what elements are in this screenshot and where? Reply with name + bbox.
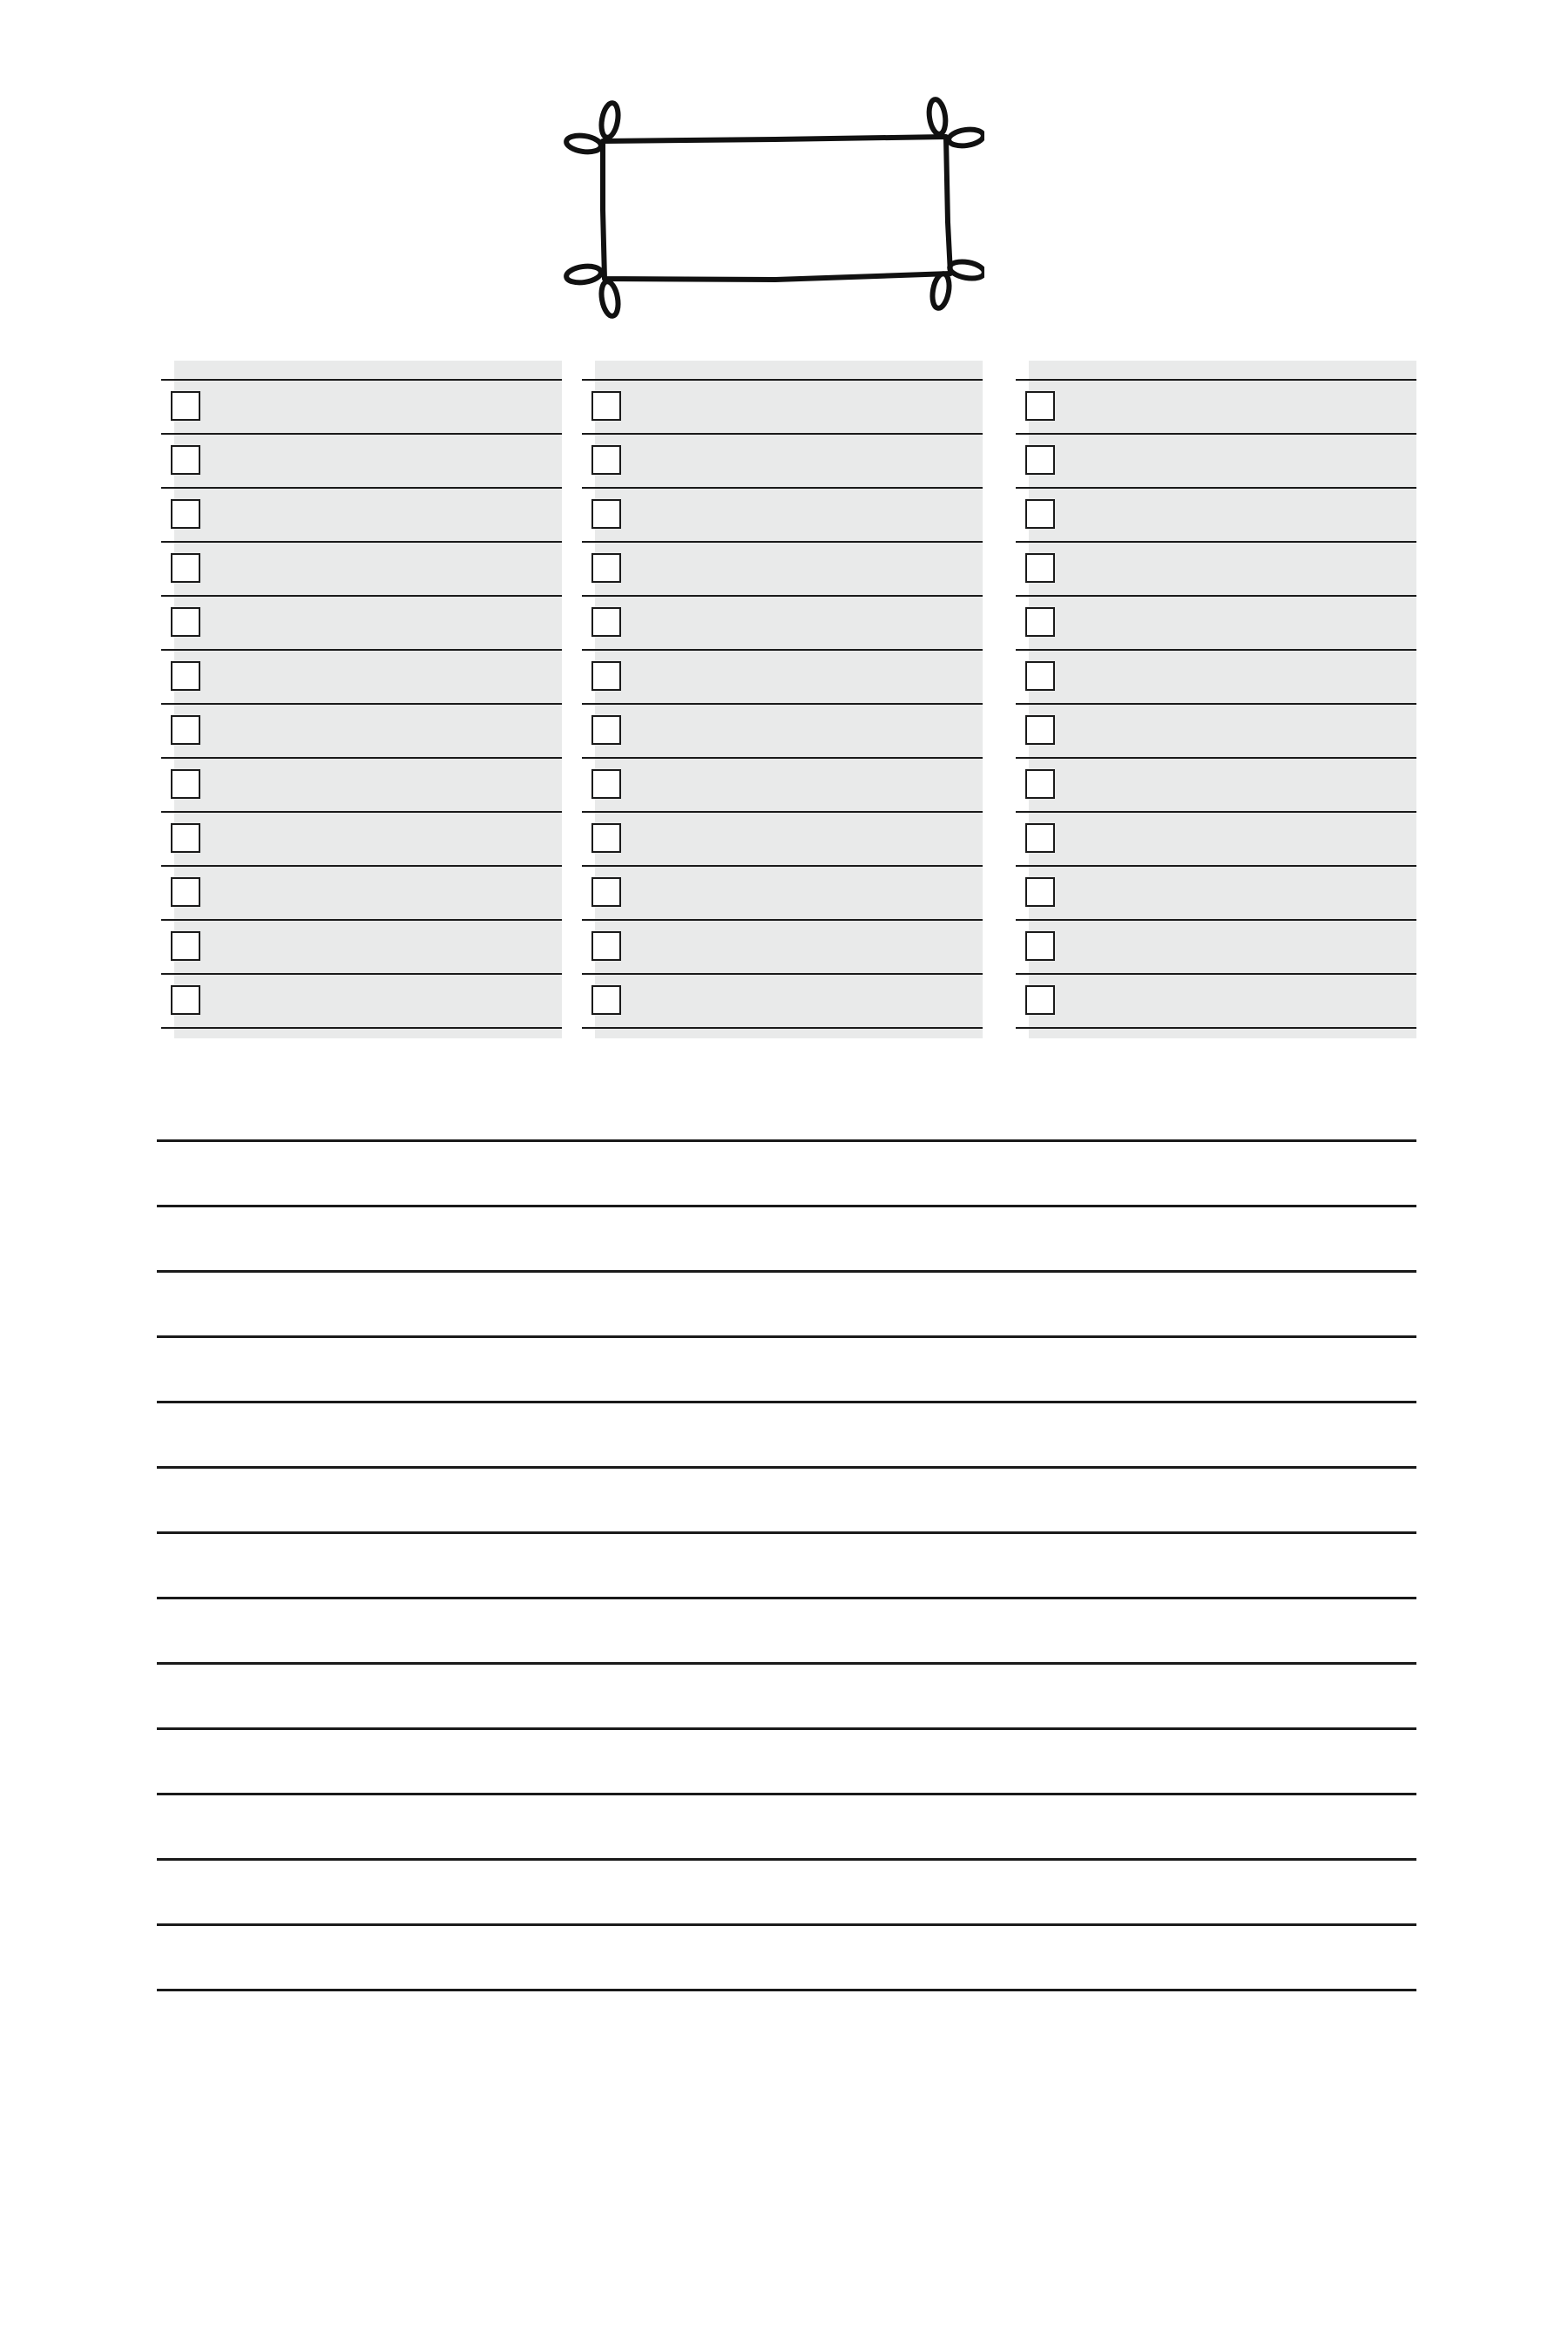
note-line[interactable] bbox=[157, 1793, 1416, 1795]
checkbox-2-10[interactable] bbox=[591, 877, 621, 907]
checkbox-2-2[interactable] bbox=[591, 445, 621, 475]
checkbox-2-5[interactable] bbox=[591, 607, 621, 637]
row-rule bbox=[1016, 595, 1416, 597]
checklist-column-2 bbox=[582, 361, 983, 1038]
row-rule bbox=[161, 865, 562, 867]
checkbox-2-9[interactable] bbox=[591, 823, 621, 853]
row-rule bbox=[1016, 919, 1416, 921]
row-rule bbox=[161, 433, 562, 435]
checklist-column-3 bbox=[1016, 361, 1416, 1038]
row-rule bbox=[582, 379, 983, 381]
checkbox-2-8[interactable] bbox=[591, 769, 621, 799]
note-line[interactable] bbox=[157, 1923, 1416, 1926]
checkbox-1-5[interactable] bbox=[171, 607, 200, 637]
row-rule bbox=[582, 649, 983, 651]
row-rule bbox=[161, 1027, 562, 1029]
checkbox-1-2[interactable] bbox=[171, 445, 200, 475]
checkbox-1-10[interactable] bbox=[171, 877, 200, 907]
checkbox-1-3[interactable] bbox=[171, 499, 200, 529]
note-line[interactable] bbox=[157, 1139, 1416, 1142]
row-rule bbox=[161, 379, 562, 381]
note-line[interactable] bbox=[157, 1662, 1416, 1665]
checkbox-3-8[interactable] bbox=[1025, 769, 1055, 799]
note-line[interactable] bbox=[157, 1466, 1416, 1469]
checkbox-1-1[interactable] bbox=[171, 391, 200, 421]
row-rule bbox=[582, 811, 983, 813]
checkbox-1-11[interactable] bbox=[171, 931, 200, 961]
checkbox-1-7[interactable] bbox=[171, 715, 200, 745]
column-shade bbox=[174, 361, 562, 1038]
row-rule bbox=[1016, 973, 1416, 975]
checkbox-2-3[interactable] bbox=[591, 499, 621, 529]
row-rule bbox=[582, 973, 983, 975]
note-line[interactable] bbox=[157, 1401, 1416, 1403]
row-rule bbox=[582, 541, 983, 543]
checkbox-3-5[interactable] bbox=[1025, 607, 1055, 637]
note-line[interactable] bbox=[157, 1531, 1416, 1534]
row-rule bbox=[161, 595, 562, 597]
row-rule bbox=[582, 1027, 983, 1029]
row-rule bbox=[1016, 811, 1416, 813]
row-rule bbox=[1016, 379, 1416, 381]
checkbox-3-6[interactable] bbox=[1025, 661, 1055, 691]
checkbox-3-10[interactable] bbox=[1025, 877, 1055, 907]
note-line[interactable] bbox=[157, 1597, 1416, 1599]
row-rule bbox=[1016, 865, 1416, 867]
checkbox-1-4[interactable] bbox=[171, 553, 200, 583]
checkbox-2-12[interactable] bbox=[591, 985, 621, 1015]
checkbox-2-11[interactable] bbox=[591, 931, 621, 961]
column-shade bbox=[1029, 361, 1416, 1038]
checkbox-3-4[interactable] bbox=[1025, 553, 1055, 583]
row-rule bbox=[1016, 541, 1416, 543]
row-rule bbox=[1016, 433, 1416, 435]
note-line[interactable] bbox=[157, 1727, 1416, 1730]
checkbox-2-7[interactable] bbox=[591, 715, 621, 745]
row-rule bbox=[1016, 757, 1416, 759]
row-rule bbox=[1016, 1027, 1416, 1029]
row-rule bbox=[161, 973, 562, 975]
checkbox-3-12[interactable] bbox=[1025, 985, 1055, 1015]
row-rule bbox=[582, 865, 983, 867]
checkbox-1-6[interactable] bbox=[171, 661, 200, 691]
note-line[interactable] bbox=[157, 1989, 1416, 1991]
checkbox-3-3[interactable] bbox=[1025, 499, 1055, 529]
row-rule bbox=[582, 487, 983, 489]
checkbox-3-11[interactable] bbox=[1025, 931, 1055, 961]
row-rule bbox=[582, 595, 983, 597]
checkbox-3-2[interactable] bbox=[1025, 445, 1055, 475]
checkbox-1-12[interactable] bbox=[171, 985, 200, 1015]
checkbox-3-1[interactable] bbox=[1025, 391, 1055, 421]
title-frame-doodle bbox=[558, 91, 984, 327]
row-rule bbox=[161, 649, 562, 651]
checkbox-1-9[interactable] bbox=[171, 823, 200, 853]
row-rule bbox=[582, 919, 983, 921]
column-shade bbox=[595, 361, 983, 1038]
row-rule bbox=[582, 757, 983, 759]
checklist-column-1 bbox=[161, 361, 562, 1038]
checkbox-2-6[interactable] bbox=[591, 661, 621, 691]
row-rule bbox=[161, 919, 562, 921]
row-rule bbox=[1016, 487, 1416, 489]
note-line[interactable] bbox=[157, 1858, 1416, 1861]
row-rule bbox=[161, 811, 562, 813]
checkbox-1-8[interactable] bbox=[171, 769, 200, 799]
row-rule bbox=[1016, 649, 1416, 651]
note-line[interactable] bbox=[157, 1270, 1416, 1273]
checkbox-3-9[interactable] bbox=[1025, 823, 1055, 853]
row-rule bbox=[1016, 703, 1416, 705]
checkbox-3-7[interactable] bbox=[1025, 715, 1055, 745]
row-rule bbox=[161, 487, 562, 489]
checkbox-2-1[interactable] bbox=[591, 391, 621, 421]
row-rule bbox=[582, 433, 983, 435]
row-rule bbox=[161, 541, 562, 543]
note-line[interactable] bbox=[157, 1335, 1416, 1338]
checkbox-2-4[interactable] bbox=[591, 553, 621, 583]
row-rule bbox=[582, 703, 983, 705]
row-rule bbox=[161, 757, 562, 759]
row-rule bbox=[161, 703, 562, 705]
note-line[interactable] bbox=[157, 1205, 1416, 1207]
